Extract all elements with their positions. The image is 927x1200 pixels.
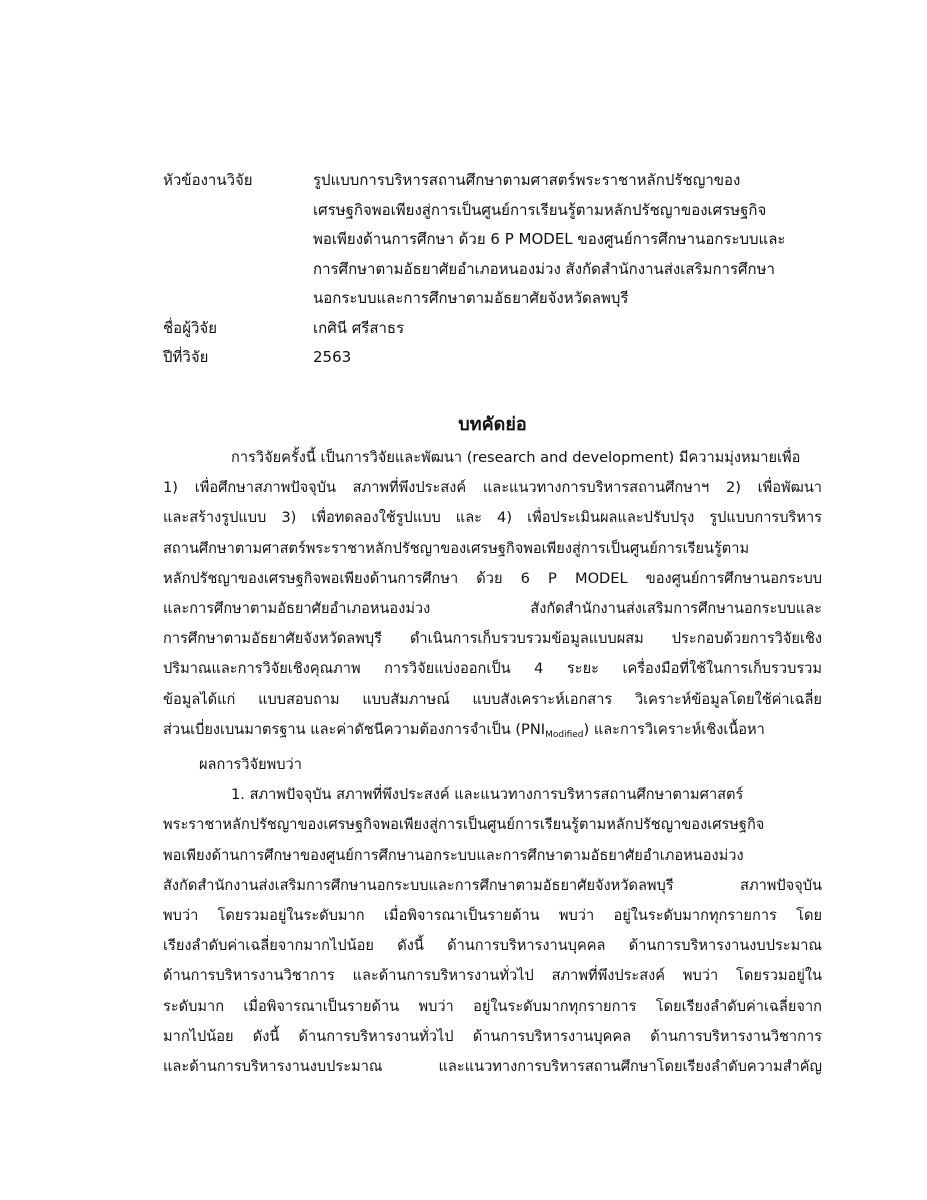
- abstract-title: บทคัดย่อ: [458, 414, 527, 435]
- topic-line: รูปแบบการบริหารสถานศึกษาตามศาสตร์พระราชาหลักปรัชญาของ: [313, 171, 741, 189]
- result-line: พระราชาหลักปรัชญาของเศรษฐกิจพอเพียงสู่การเป็นศูนย์การเรียนรู้ตามหลักปรัชญาของเศรษฐกิจ: [163, 816, 765, 834]
- abstract-line: หลักปรัชญาของเศรษฐกิจพอเพียงด้านการศึกษา ด้วย 6 P MODEL ของศูนย์การศึกษานอกระบบ: [163, 569, 822, 587]
- researcher-label: ชื่อผู้วิจัย: [163, 318, 217, 337]
- abstract-line: การวิจัยครั้งนี้ เป็นการวิจัยและพัฒนา (research and development) มีความมุ่งหมายเพื่อ: [231, 449, 801, 466]
- abstract-line: และการศึกษาตามอัธยาศัยอำเภอหนองม่วง สังกัดสำนักงานส่งเสริมการศึกษานอกระบบและ: [163, 600, 822, 618]
- result-line: ด้านการบริหารงานวิชาการ และด้านการบริหารงานทั่วไป สภาพที่พึงประสงค์ พบว่า โดยรวมอยู่ใน: [163, 967, 822, 985]
- researcher-name: เกศินี ศรีสาธร: [313, 318, 405, 337]
- year-value: 2563: [313, 348, 352, 366]
- topic-label: หัวข้องานวิจัย: [163, 171, 253, 189]
- abstract-line: ข้อมูลได้แก่ แบบสอบถาม แบบสัมภาษณ์ แบบสังเคราะห์เอกสาร วิเคราะห์ข้อมูลโดยใช้ค่าเฉลี่ย: [163, 690, 822, 708]
- pni-prefix: ส่วนเบี่ยงเบนมาตรฐาน และค่าดัชนีความต้องการจำเป็น (PNI: [163, 720, 546, 738]
- result-line: เรียงลำดับค่าเฉลี่ยจากมากไปน้อย ดังนี้ ด้านการบริหารงานบุคคล ด้านการบริหารงานงบประมาณ: [163, 937, 822, 955]
- result-line: มากไปน้อย ดังนี้ ด้านการบริหารงานทั่วไป ด้านการบริหารงานบุคคล ด้านการบริหารงานวิชาการ: [163, 1027, 822, 1045]
- abstract-line: สถานศึกษาตามศาสตร์พระราชาหลักปรัชญาของเศรษฐกิจพอเพียงสู่การเป็นศูนย์การเรียนรู้ตาม: [163, 539, 750, 557]
- result-line: ระดับมาก เมื่อพิจารณาเป็นรายด้าน พบว่า อยู่ในระดับมากทุกรายการ โดยเรียงลำดับค่าเฉลี่ยจาก: [163, 997, 822, 1015]
- topic-line: นอกระบบและการศึกษาตามอัธยาศัยจังหวัดลพบุรี: [313, 289, 629, 307]
- result-line: 1. สภาพปัจจุบัน สภาพที่พึงประสงค์ และแนวทางการบริหารสถานศึกษาตามศาสตร์: [231, 786, 744, 804]
- abstract-body: [163, 443, 822, 1082]
- year-row: [163, 343, 833, 373]
- pni-suffix: ) และการวิเคราะห์เชิงเนื้อหา: [583, 720, 765, 738]
- topic-value: [313, 166, 833, 314]
- topic-line: พอเพียงด้านการศึกษา ด้วย 6 P MODEL ของศูนย์การศึกษานอกระบบและ: [313, 230, 786, 248]
- abstract-line: 1) เพื่อศึกษาสภาพปัจจุบัน สภาพที่พึงประสงค์ และแนวทางการบริหารสถานศึกษาฯ 2) เพื่อพัฒนา: [163, 479, 822, 497]
- result-line: สังกัดสำนักงานส่งเสริมการศึกษานอกระบบและการศึกษาตามอัธยาศัยจังหวัดลพบุรี สภาพปัจจุบัน: [163, 876, 822, 894]
- topic-row: [163, 166, 833, 314]
- result-line: และด้านการบริหารงานงบประมาณ และแนวทางการบริหารสถานศึกษาโดยเรียงลำดับความสำคัญ: [163, 1058, 822, 1076]
- pni-subscript: Modified: [545, 729, 584, 740]
- researcher-row: [163, 314, 833, 344]
- abstract-line: และสร้างรูปแบบ 3) เพื่อทดลองใช้รูปแบบ และ 4) เพื่อประเมินผลและปรับปรุง รูปแบบการบริหาร: [163, 509, 822, 527]
- abstract-line: ปริมาณและการวิจัยเชิงคุณภาพ การวิจัยแบ่งออกเป็น 4 ระยะ เครื่องมือที่ใช้ในการเก็บรวบรวม: [163, 660, 822, 678]
- result-line: พอเพียงด้านการศึกษาของศูนย์การศึกษานอกระบบและการศึกษาตามอัธยาศัยอำเภอหนองม่วง: [163, 846, 744, 864]
- result-line: พบว่า โดยรวมอยู่ในระดับมาก เมื่อพิจารณาเป็นรายด้าน พบว่า อยู่ในระดับมากทุกรายการ โดย: [163, 907, 822, 925]
- pni-line: [163, 715, 822, 750]
- abstract-line: การศึกษาตามอัธยาศัยจังหวัดลพบุรี ดำเนินการเก็บรวบรวมข้อมูลแบบผสม ประกอบด้วยการวิจัยเชิง: [163, 630, 822, 648]
- topic-line: เศรษฐกิจพอเพียงสู่การเป็นศูนย์การเรียนรู้ตามหลักปรัชญาของเศรษฐกิจ: [313, 200, 767, 219]
- results-heading: ผลการวิจัยพบว่า: [199, 756, 302, 774]
- year-label: ปีที่วิจัย: [163, 348, 209, 366]
- research-metadata: [163, 166, 833, 373]
- topic-line: การศึกษาตามอัธยาศัยอำเภอหนองม่วง สังกัดสำนักงานส่งเสริมการศึกษา: [313, 259, 775, 278]
